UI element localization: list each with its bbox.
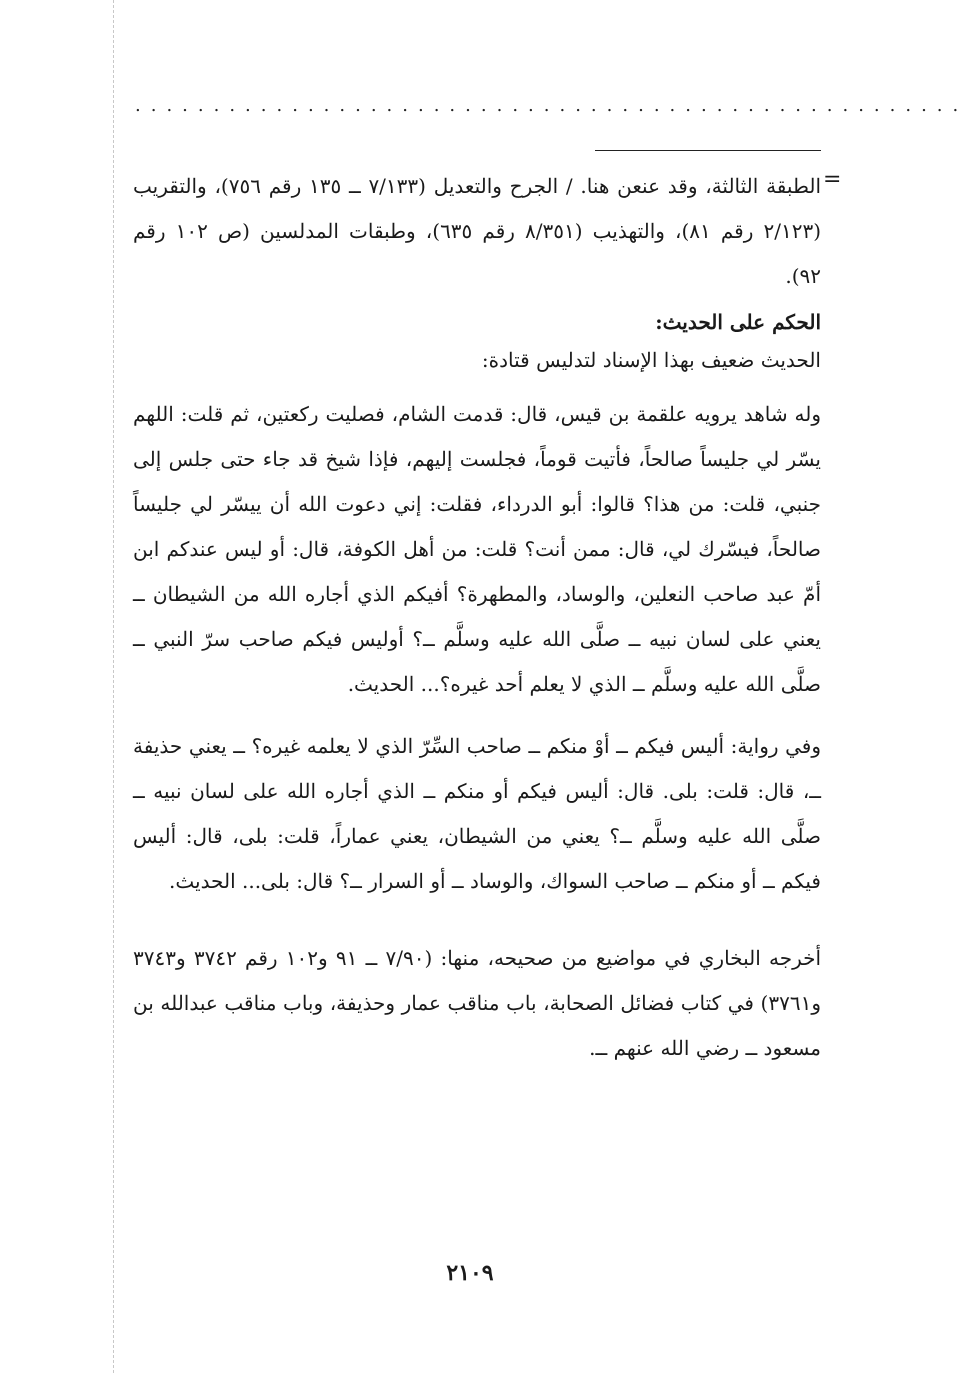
- footnote-continuation: الطبقة الثالثة، وقد عنعن هنا. / الجرح والتعديل (٧/١٣٣ ــ ١٣٥ رقم ٧٥٦)، والتقريب (٢/١٢٣ رقم ٨١)، والتهذيب (٨/٣٥١ رقم ٦٣٥)، وطبقات المدلسين (ص ١٠٢ رقم ٩٢).: [133, 174, 822, 288]
- continuation-mark: =: [823, 167, 842, 192]
- page-number: ٢١٠٩: [446, 1260, 494, 1286]
- witness-paragraph: وله شاهد يرويه علقمة بن قيس، قال: قدمت الشام، فصليت ركعتين، ثم قلت: اللهم يسّر لي جليساً صالحاً، فأتيت قوماً، فجلست إليهم، فإذا شيخ قد جاء حتى جلس إلى جنبي، قلت: من هذا؟ قالوا: أبو الدرداء، فقلت: إني دعوت الله أن ييسّر لي جليساً صالحاً، فيسّرك لي، قال: ممن أنت؟ قلت: من أهل الكوفة، قال: أو ليس عندكم ابن أمّ عبد صاحب النعلين، والوساد، والمطهرة؟ أفيكم الذي أجاره الله من الشيطان ــ يعني على لسان نبيه ــ صلَّى الله عليه وسلَّم ــ؟ أوليس فيكم صاحب سرّ النبي ــ صلَّى الله عليه وسلَّم ــ الذي لا يعلم أحد غيره؟... الحديث.: [133, 402, 821, 696]
- page-edge-line: [113, 0, 114, 1373]
- ruling-text: الحديث ضعيف بهذا الإسناد لتدليس قتادة:: [481, 348, 821, 372]
- takhrij-paragraph: أخرجه البخاري في مواضيع من صحيحه، منها: (٧/٩٠ ــ ٩١ و١٠٢ رقم ٣٧٤٢ و٣٧٤٣ و٣٧٦١) في كتاب فضائل الصحابة، باب مناقب عمار وحذيفة، وباب مناقب عبدالله بن مسعود ــ رضي الله عنهم ــ.: [133, 946, 822, 1060]
- dotted-separator: .....................................................: [135, 95, 968, 116]
- footnote-rule: [595, 150, 821, 151]
- narration-paragraph: وفي رواية: أليس فيكم ــ أوْ منكم ــ صاحب السِّرّ الذي لا يعلمه غيره؟ ــ يعني حذيفة ــ، قال: قلت: بلى. قال: أليس فيكم أو منكم ــ الذي أجاره الله على لسان نبيه ــ صلَّى الله عليه وسلَّم ــ؟ يعني من الشيطان، يعني عماراً، قلت: بلى، قال: أليس فيكم ــ أو منكم ــ صاحب السواك، والوساد ــ أو السرار ــ؟ قال: بلى... الحديث.: [133, 734, 822, 893]
- ruling-heading: الحكم على الحديث:: [655, 310, 821, 334]
